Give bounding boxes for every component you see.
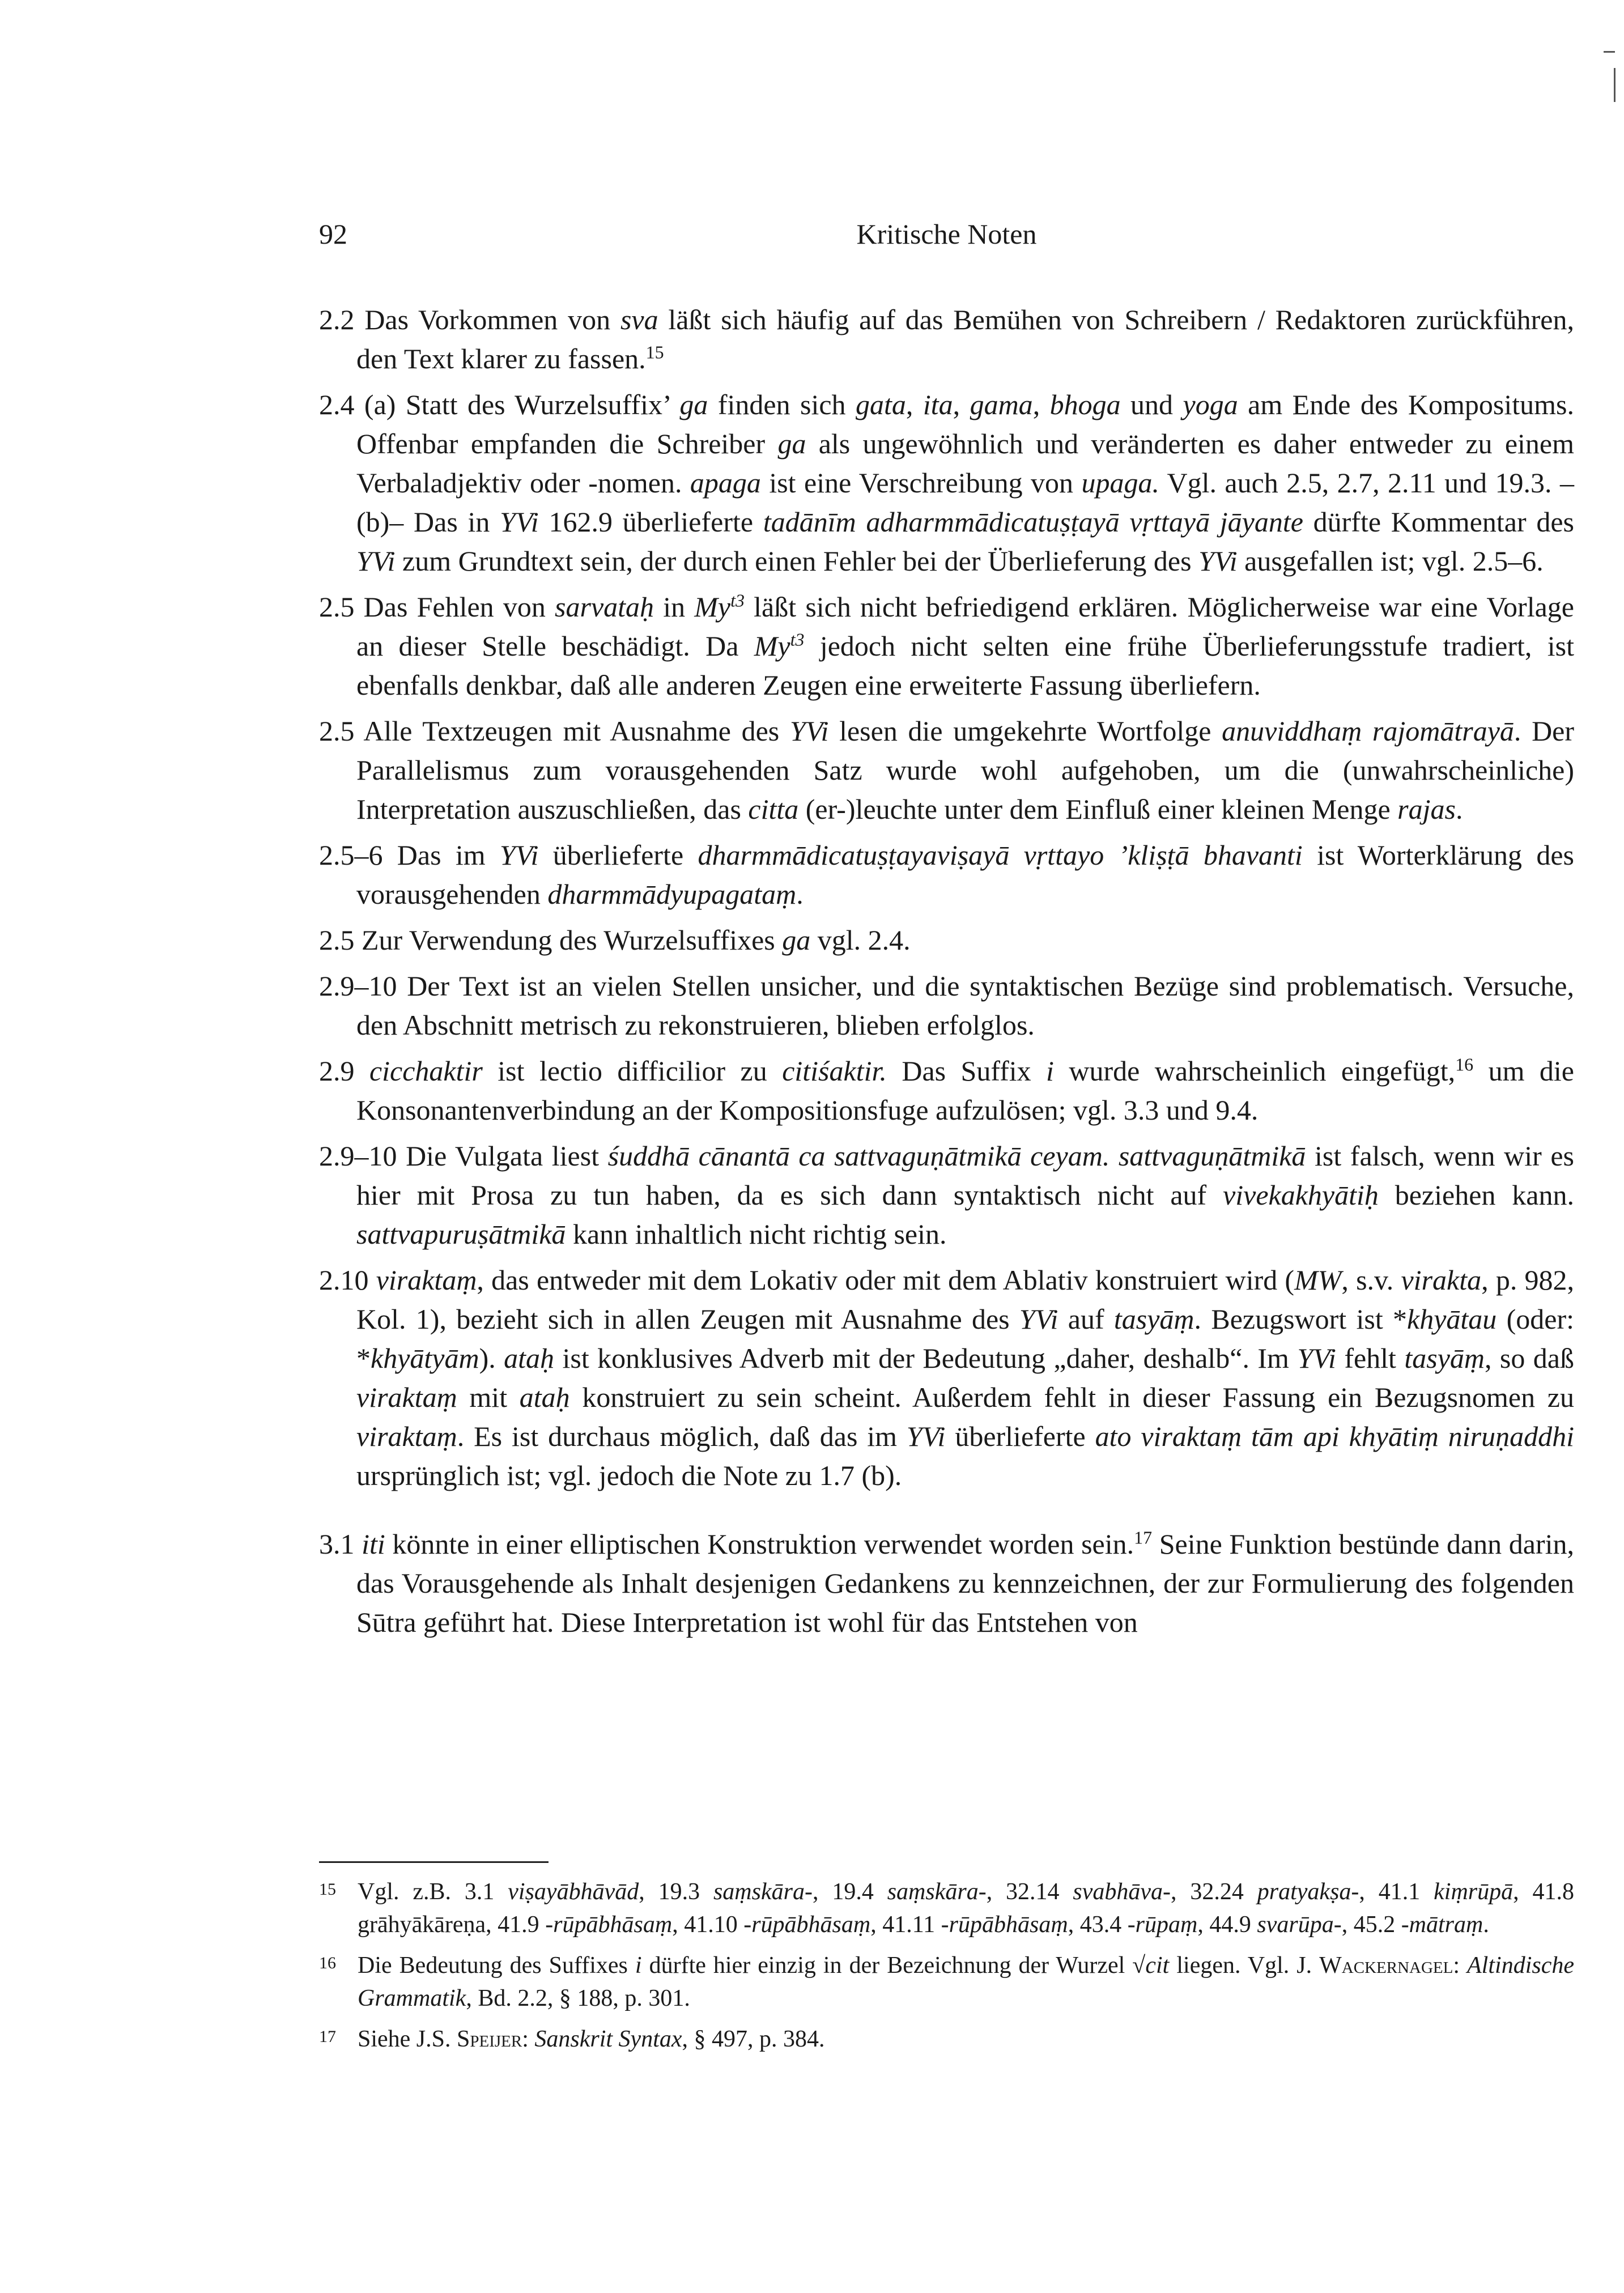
running-header (319, 214, 1574, 254)
critical-note: 2.9–10 Der Text ist an vielen Stellen unsicher, und die syntaktischen Bezüge sind problematisch. Versuche, den Abschnitt metrisch zu rekonstruieren, blieben erfolglos. (319, 970, 1574, 1041)
critical-note: 2.5–6 Das im YVi überlieferte dharmmādicatuṣṭayaviṣayā vṛttayo ’kliṣṭā bhavanti ist Worterklärung des vorausgehenden dharmmādyupagataṃ. (319, 839, 1574, 910)
footnote (319, 2023, 1574, 2056)
scan-artifact (1614, 68, 1616, 102)
critical-notes (319, 300, 1574, 1649)
footnote-separator (319, 1861, 549, 1863)
critical-note: 2.5 Das Fehlen von sarvataḥ in $My^{t3}$ läßt sich nicht befriedigend erklären. Möglicherweise war eine Vorlage an dieser Stelle beschädigt. Da $My^{t3}$ jedoch nicht selten eine frühe Überlieferungsstufe tradiert, ist ebenfalls denkbar, daß alle anderen Zeugen eine erweiterte Fassung überliefern. (319, 590, 1574, 701)
critical-note: 2.10 viraktaṃ, das entweder mit dem Lokativ oder mit dem Ablativ konstruiert wird (MW, s.v. virakta, p. 982, Kol. 1), bezieht sich in allen Zeugen mit Ausnahme des YVi auf tasyāṃ. Bezugswort ist *khyātau (oder: *khyātyām). ataḥ ist konklusives Adverb mit der Bedeutung „daher, deshalb“. Im YVi fehlt tasyāṃ, so daß viraktaṃ mit ataḥ konstruiert zu sein scheint. Außerdem fehlt in dieser Fassung ein Bezugsnomen zu viraktaṃ. Es ist durchaus möglich, daß das im YVi überlieferte ato viraktaṃ tām api khyātiṃ niruṇaddhi ursprünglich ist; vgl. jedoch die Note zu 1.7 (b). (319, 1264, 1574, 1491)
footnote-text: Die Bedeutung des Suffixes i dürfte hier einzig in der Bezeichnung der Wurzel √cit liegen. Vgl. J. Wackernagel: Altindische Grammatik, Bd. 2.2, § 188, p. 301. (358, 1952, 1574, 2011)
footnote-number: 15 (319, 1880, 336, 1899)
footnote-text: Vgl. z.B. 3.1 viṣayābhāvād, 19.3 saṃskāra-, 19.4 saṃskāra-, 32.14 svabhāva-, 32.24 pratyakṣa-, 41.1 kiṃrūpā, 41.8 grāhyākāreṇa, 41.9 -rūpābhāsaṃ, 41.10 -rūpābhāsaṃ, 41.11 -rūpābhāsaṃ, 43.4 -rūpaṃ, 44.9 svarūpa-, 45.2 -mātraṃ. (358, 1879, 1575, 1938)
critical-note: 3.1 iti könnte in einer elliptischen Konstruktion verwendet worden sein.$^{17}$ Seine Funktion bestünde dann darin, das Vorausgehende als Inhalt desjenigen Gedankens zu kennzeichnen, der zur Formulierung des folgenden Sūtra geführt hat. Diese Interpretation ist wohl für das Entstehen von (319, 1527, 1574, 1638)
running-title: Kritische Noten (856, 218, 1037, 250)
critical-note: 2.5 Alle Textzeugen mit Ausnahme des YVi lesen die umgekehrte Wortfolge anuviddhaṃ rajomātrayā. Der Parallelismus zum vorausgehenden Satz wurde wohl aufgehoben, um die (unwahrscheinliche) Interpretation auszuschließen, das citta (er-)leuchte unter dem Einfluß einer kleinen Menge rajas. (319, 715, 1575, 825)
critical-note: 2.9 cicchaktir ist lectio difficilior zu citiśaktir. Das Suffix i wurde wahrscheinlich eingefügt,$^{16}$ um die Konsonantenverbindung an der Kompositionsfuge aufzulösen; vgl. 3.3 und 9.4. (319, 1054, 1575, 1126)
scan-artifact (1604, 51, 1615, 53)
footnote (319, 1949, 1574, 2015)
footnote-text: Siehe J.S. Speijer: Sanskrit Syntax, § 497, p. 384. (358, 2026, 825, 2052)
critical-note: 2.4 (a) Statt des Wurzelsuffix’ ga finden sich gata, ita, gama, bhoga und yoga am Ende des Kompositums. Offenbar empfanden die Schreiber ga als ungewöhnlich und veränderten es daher entweder zu einem Verbaladjektiv oder -nomen. apaga ist eine Verschreibung von upaga. Vgl. auch 2.5, 2.7, 2.11 und 19.3. –(b)– Das in YVi 162.9 überlieferte tadānīm adharmmādicatuṣṭayā vṛttayā jāyante dürfte Kommentar des YVi zum Grundtext sein, der durch einen Fehler bei der Überlieferung des YVi ausgefallen ist; vgl. 2.5–6. (319, 389, 1575, 577)
critical-note: 2.9–10 Die Vulgata liest śuddhā cānantā ca sattvaguṇātmikā ceyam. sattvaguṇātmikā ist falsch, wenn wir es hier mit Prosa zu tun haben, da es sich dann syntaktisch nicht auf vivekakhyātiḥ beziehen kann. sattvapuruṣātmikā kann inhaltlich nicht richtig sein. (319, 1140, 1575, 1250)
critical-note: 2.2 Das Vorkommen von sva läßt sich häufig auf das Bemühen von Schreibern / Redaktoren zurückführen, den Text klarer zu fassen.$^{15}$ (319, 304, 1574, 375)
footnote (319, 1875, 1574, 1941)
page-number: 92 (319, 218, 347, 250)
critical-note: 2.5 Zur Verwendung des Wurzelsuffixes ga vgl. 2.4. (319, 924, 911, 956)
footnotes (319, 1875, 1574, 2064)
footnote-number: 17 (319, 2027, 336, 2046)
footnote-number: 16 (319, 1954, 336, 1972)
